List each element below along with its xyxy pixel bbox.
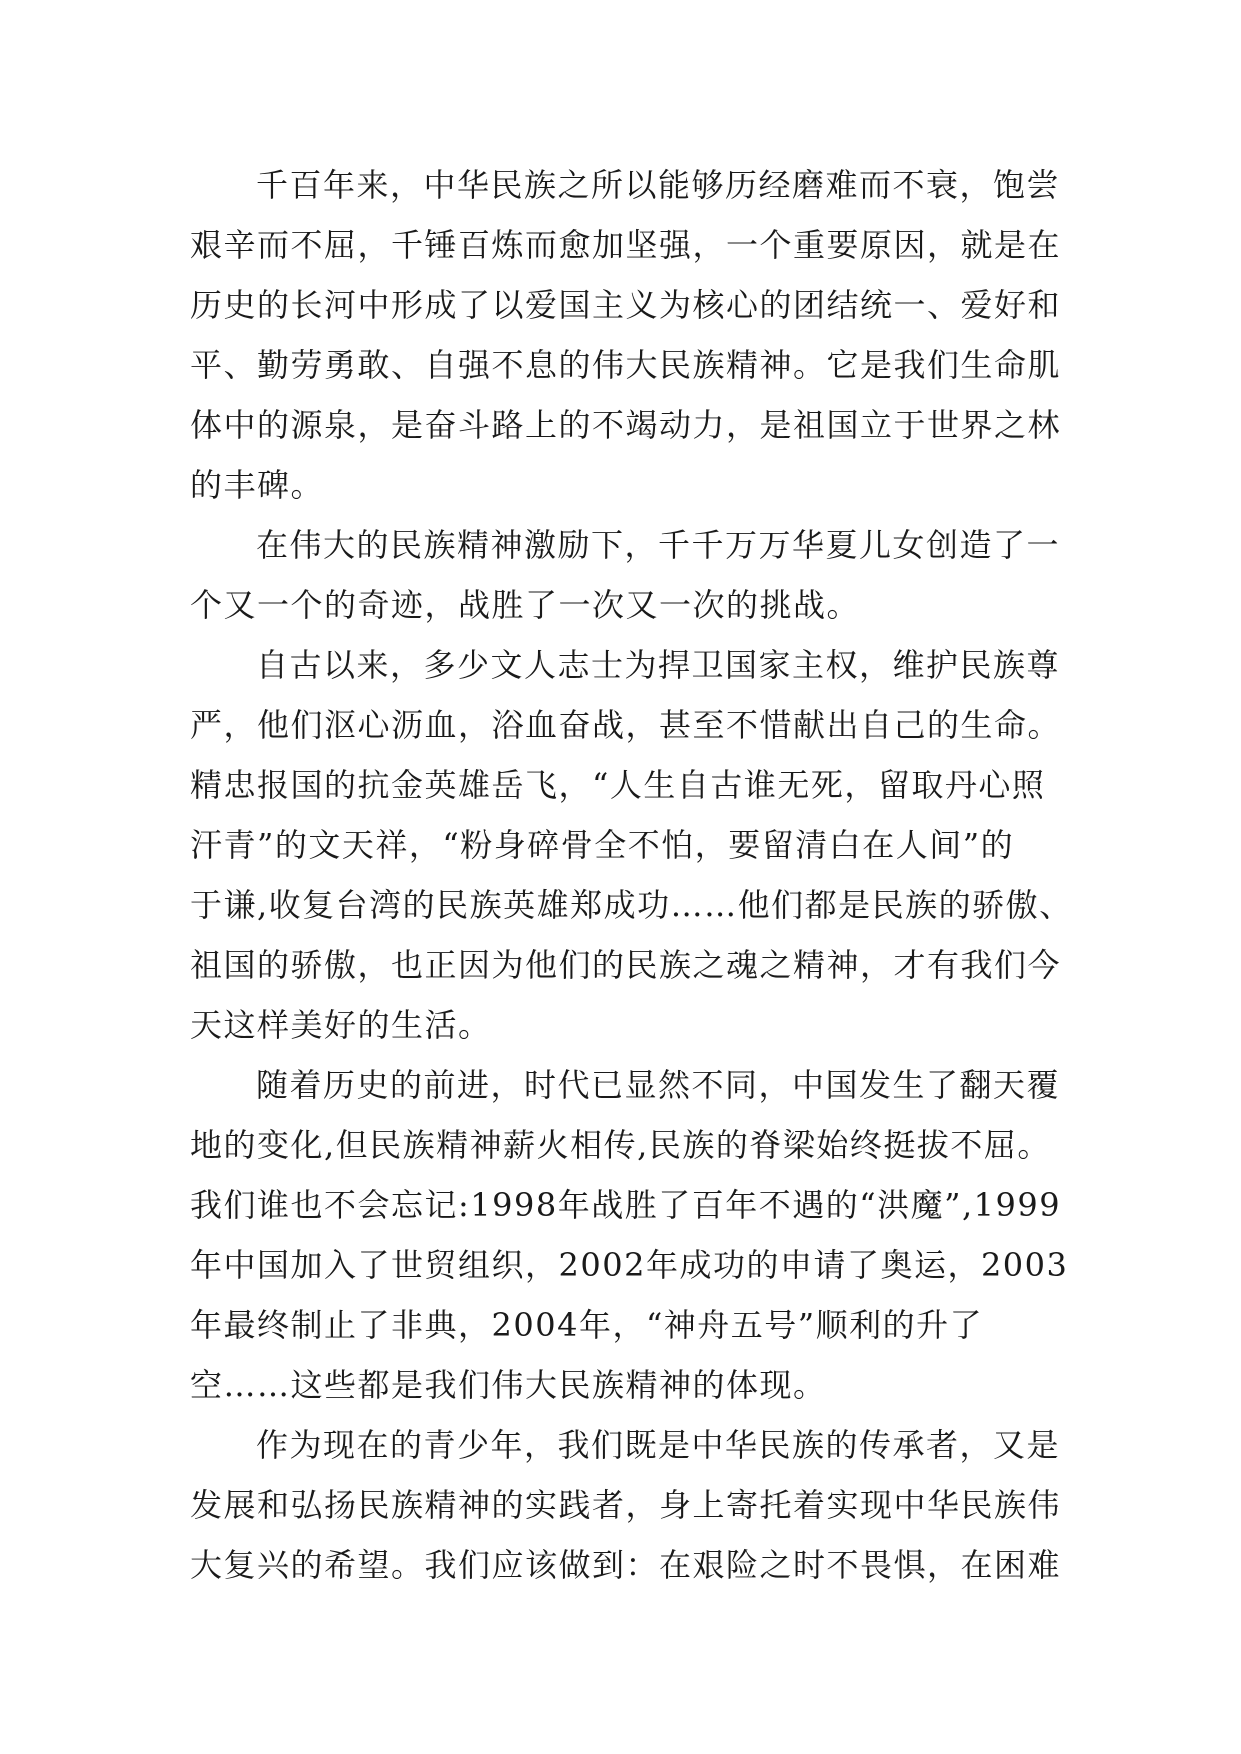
paragraph-2	[190, 515, 1070, 635]
text-line: 严，他们沤心沥血，浴血奋战，甚至不惜献出自己的生命。	[190, 706, 1062, 744]
paragraph-5	[190, 1415, 1070, 1595]
document-body	[190, 155, 1073, 1595]
text-line: 精忠报国的抗金英雄岳飞，“人生自古谁无死，留取丹心照	[190, 766, 1046, 804]
text-line: 年最终制止了非典，2004年，“神舟五号”顺利的升了	[190, 1306, 984, 1344]
text-line: 汗青”的文天祥，“粉身碎骨全不怕，要留清白在人间”的	[190, 826, 1015, 864]
text-line: 年中国加入了世贸组织，2002年成功的申请了奥运，2003	[190, 1246, 1069, 1284]
paragraph-1	[190, 155, 1070, 515]
text-line: 随着历史的前进，时代已显然不同，中国发生了翻天覆	[256, 1066, 1061, 1104]
text-line: 艰辛而不屈，千锤百炼而愈加坚强，一个重要原因，就是在	[190, 226, 1062, 264]
text-line: 平、勤劳勇敢、自强不息的伟大民族精神。它是我们生命肌	[190, 346, 1062, 384]
text-line: 祖国的骄傲，也正因为他们的民族之魂之精神，才有我们今	[190, 946, 1062, 984]
text-line: 大复兴的希望。我们应该做到：在艰险之时不畏惧，在困难	[190, 1546, 1062, 1584]
text-line: 天这样美好的生活。	[190, 1006, 492, 1044]
text-line: 在伟大的民族精神激励下，千千万万华夏儿女创造了一	[256, 526, 1061, 564]
text-line: 于谦,收复台湾的民族英雄郑成功……他们都是民族的骄傲、	[190, 886, 1073, 924]
text-line: 个又一个的奇迹，战胜了一次又一次的挑战。	[190, 586, 861, 624]
text-line: 我们谁也不会忘记:1998年战胜了百年不遇的“洪魔”,1999	[190, 1186, 1062, 1224]
paragraph-3	[190, 635, 1073, 1055]
text-line: 空……这些都是我们伟大民族精神的体现。	[190, 1366, 827, 1404]
text-line: 地的变化,但民族精神薪火相传,民族的脊梁始终挺拔不屈。	[190, 1126, 1051, 1164]
text-line: 的丰碑。	[190, 466, 325, 504]
text-line: 千百年来，中华民族之所以能够历经磨难而不衰，饱尝	[256, 166, 1061, 204]
text-line: 发展和弘扬民族精神的实践者，身上寄托着实现中华民族伟	[190, 1486, 1062, 1524]
text-line: 自古以来，多少文人志士为捍卫国家主权，维护民族尊	[256, 646, 1061, 684]
text-line: 体中的源泉，是奋斗路上的不竭动力，是祖国立于世界之林	[190, 406, 1062, 444]
paragraph-4	[190, 1055, 1070, 1415]
text-line: 历史的长河中形成了以爱国主义为核心的团结统一、爱好和	[190, 286, 1062, 324]
text-line: 作为现在的青少年，我们既是中华民族的传承者，又是	[256, 1426, 1061, 1464]
